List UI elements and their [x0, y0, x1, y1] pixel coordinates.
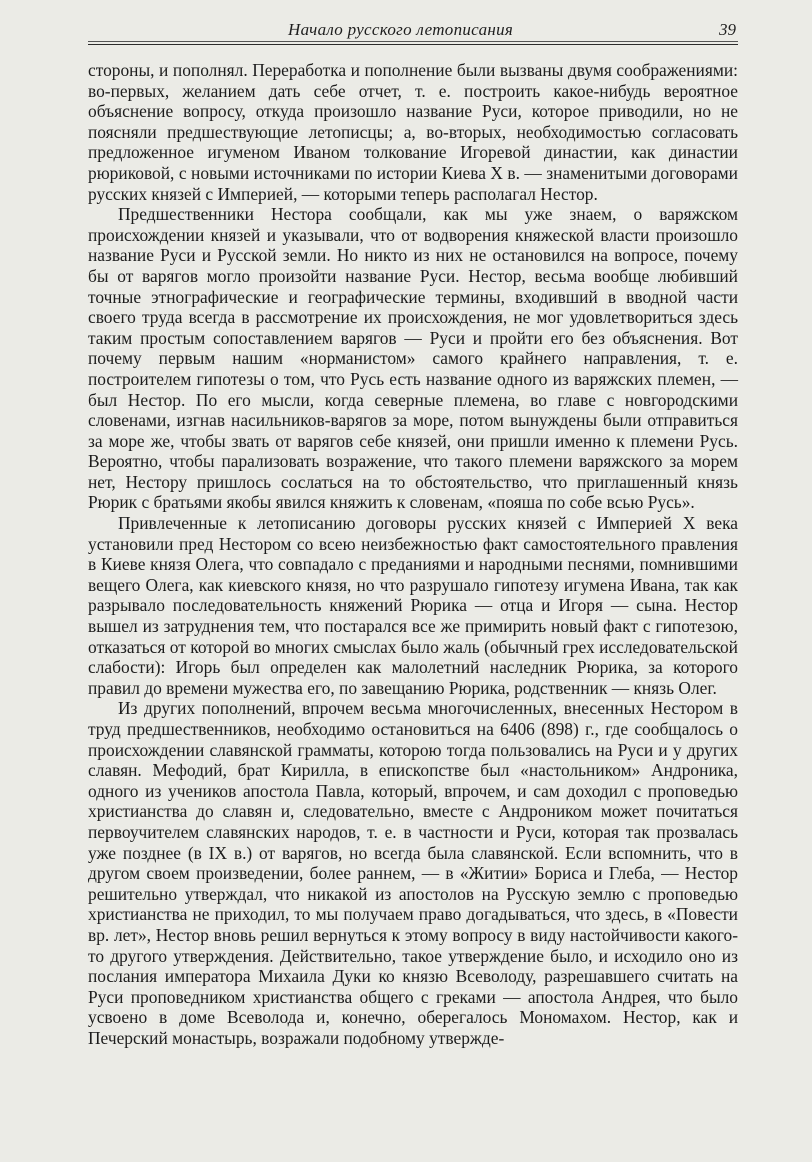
- paragraph-3: Привлеченные к летописанию договоры русских князей с Империей X века установили пред Нестором со всею неизбежностью факт самостоятельного правления в Киеве князя Олега, что совпадало с преданиями и народными песнями, помнившими вещего Олега, как киевского князя, но что разрушало гипотезу игумена Ивана, так как разрывало последовательность княжений Рюрика — отца и Игоря — сына. Нестор вышел из затруднения тем, что постарался все же примирить новый факт с гипотезою, отказаться от которой во многих смыслах было жаль (обычный грех исследовательской слабости): Игорь был определен как малолетний наследник Рюрика, за которого правил до времени мужества его, по завещанию Рюрика, родственник — князь Олег.: [88, 513, 738, 698]
- page-number: 39: [719, 20, 736, 39]
- paragraph-4: Из других пополнений, впрочем весьма многочисленных, внесенных Нестором в труд предшественников, необходимо остановиться на 6406 (898) г., где сообщалось о происхождении славянской грамматы, которою тогда пользовались на Руси и у других славян. Мефодий, брат Кирилла, в епископстве был «настольником» Андроника, одного из учеников апостола Павла, который, впрочем, и сам доходил с проповедью христианства до славян и, следовательно, вместе с Андроником может почитаться первоучителем славянских народов, т. е. в частности и Руси, которая так прозвалась уже позднее (в IX в.) от варягов, но всегда была славянской. Если вспомнить, что в другом своем произведении, более раннем, — в «Житии» Бориса и Глеба, — Нестор решительно утверждал, что никакой из апостолов на Русскую землю с проповедью христианства не приходил, то мы получаем право догадываться, что здесь, в «Повести вр. лет», Нестор вновь решил вернуться к этому вопросу в виду настойчивости какого-то другого утверждения. Действительно, такое утверждение было, и исходило оно из послания императора Михаила Дуки ко князю Всеволоду, разрешавшего считать на Руси проповедником христианства общего с греками — апостола Андрея, что было усвоено в доме Всеволода и, конечно, оберегалось Мономахом. Нестор, как и Печерский монастырь, возражали подобному утвержде-: [88, 698, 738, 1048]
- body-text: [88, 60, 738, 1049]
- paragraph-1: стороны, и пополнял. Переработка и пополнение были вызваны двумя соображениями: во-первых, желанием дать себе отчет, т. е. построить какое-нибудь вероятное объяснение вопросу, откуда произошло название Руси, которое приводили, но не поясняли предшествующие летописцы; а, во-вторых, необходимостью согласовать предложенное игуменом Иваном толкование Игоревой династии, как династии рюриковой, с новыми источниками по истории Киева X в. — знаменитыми договорами русских князей с Империей, — которыми теперь располагал Нестор.: [88, 60, 738, 204]
- running-title: Начало русского летописания: [288, 20, 514, 39]
- header-rule: [88, 41, 738, 42]
- running-header: [88, 14, 738, 45]
- paragraph-2: Предшественники Нестора сообщали, как мы уже знаем, о варяжском происхождении князей и указывали, что от водворения княжеской власти произошло название Руси и Русской земли. Но никто из них не остановился на вопросе, почему бы от варягов могло произойти название Руси. Нестор, весьма вообще любивший точные этнографические и географические термины, входивший в вводной части своего труда всегда в рассмотрение их происхождения, не мог удовлетвориться здесь таким простым сопоставлением варягов — Руси и пройти его без объяснения. Вот почему первым нашим «норманистом» самого крайнего направления, т. е. построителем гипотезы о том, что Русь есть название одного из варяжских племен, — был Нестор. По его мысли, когда северные племена, во главе с новгородскими словенами, изгнав насильников-варягов за море, потом вынуждены были отправиться за море же, чтобы звать от варягов себе князей, они пришли именно к племени Русь. Вероятно, чтобы парализовать возражение, что такого племени варяжского за морем нет, Нестору пришлось сослаться на то обстоятельство, что приглашенный князь Рюрик с братьями якобы явился княжить к словенам, «пояша по собе всью Русь».: [88, 204, 738, 513]
